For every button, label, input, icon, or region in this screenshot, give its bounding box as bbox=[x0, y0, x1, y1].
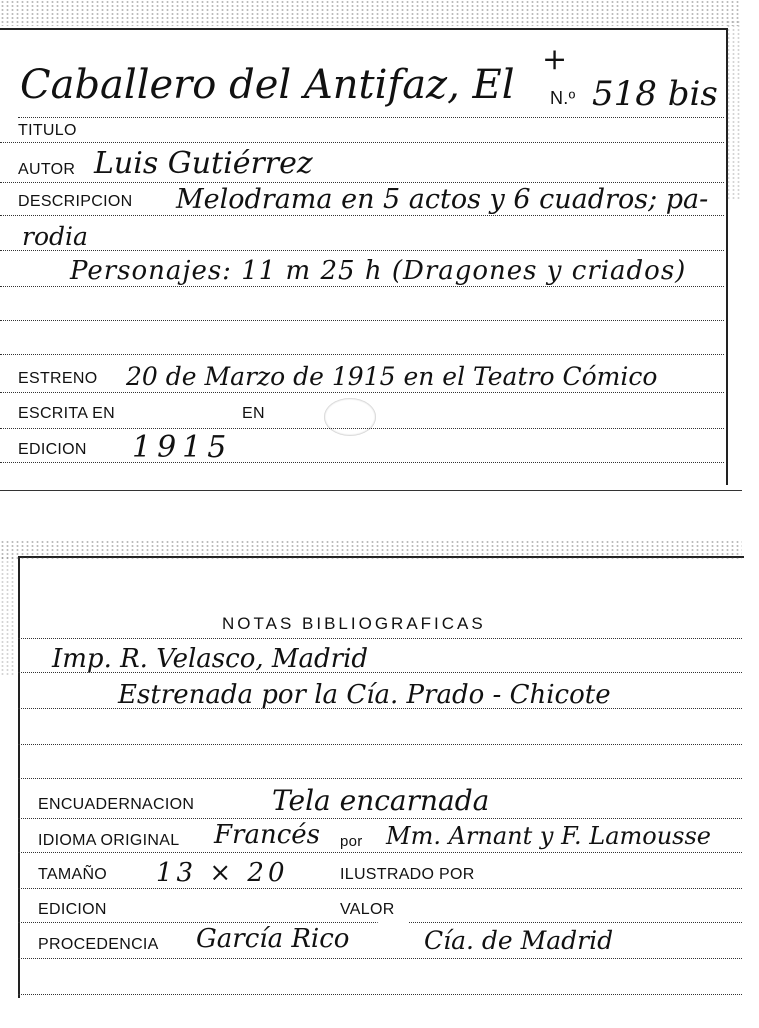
card-edge-speckle bbox=[0, 540, 742, 560]
tamano-label: TAMAÑO bbox=[38, 866, 108, 883]
rule-line bbox=[0, 462, 724, 463]
notes-line2: Estrenada por la Cía. Prado - Chicote bbox=[118, 680, 611, 710]
rule-line bbox=[0, 320, 724, 321]
edicion-value: 1915 bbox=[132, 430, 233, 465]
descripcion-label: DESCRIPCION bbox=[18, 193, 133, 210]
estreno-value: 20 de Marzo de 1915 en el Teatro Cómico bbox=[126, 362, 658, 391]
ink-blot bbox=[370, 914, 416, 980]
procedencia-label: PROCEDENCIA bbox=[38, 936, 159, 953]
procedencia-value-a: García Rico bbox=[196, 924, 350, 954]
rule-line bbox=[0, 428, 724, 429]
rule-line bbox=[18, 744, 742, 745]
rule-line bbox=[0, 392, 724, 393]
tamano-value: 13 × 20 bbox=[156, 858, 289, 888]
rule-line bbox=[18, 778, 742, 779]
personajes-line: Personajes: 11 m 25 h (Dragones y criados) bbox=[70, 256, 687, 286]
notes-line1: Imp. R. Velasco, Madrid bbox=[52, 644, 369, 674]
rule-line bbox=[0, 354, 724, 355]
notes-heading: NOTAS BIBLIOGRAFICAS bbox=[222, 614, 486, 633]
card-edge-speckle bbox=[0, 0, 740, 26]
ilustrado-label: ILUSTRADO POR bbox=[340, 866, 475, 883]
ink-blot bbox=[324, 398, 376, 436]
valor-label: VALOR bbox=[340, 901, 395, 918]
rule-line bbox=[18, 672, 742, 673]
escrita-label: ESCRITA EN bbox=[18, 405, 115, 422]
rule-line bbox=[18, 994, 742, 995]
rule-line bbox=[0, 182, 724, 183]
autor-label: AUTOR bbox=[18, 161, 76, 178]
rule-line bbox=[18, 708, 742, 709]
descripcion-line1: Melodrama en 5 actos y 6 cuadros; pa- bbox=[176, 184, 709, 215]
rule-line bbox=[18, 638, 742, 639]
idioma-value: Francés bbox=[214, 820, 321, 850]
title-value: Caballero del Antifaz, El bbox=[20, 62, 515, 108]
rule-line bbox=[0, 250, 724, 251]
rule-line bbox=[0, 286, 724, 287]
edicion2-label: EDICION bbox=[38, 901, 107, 918]
number-label: N.º bbox=[550, 88, 576, 108]
number-value: 518 bis bbox=[592, 74, 718, 114]
card-edge-speckle bbox=[0, 556, 16, 676]
rule-line bbox=[18, 852, 742, 853]
por-label: por bbox=[340, 833, 363, 850]
encuadernacion-value: Tela encarnada bbox=[272, 784, 490, 817]
por-value: Mm. Arnant y F. Lamousse bbox=[386, 822, 711, 850]
card-edge-speckle bbox=[726, 20, 740, 200]
descripcion-line2: rodia bbox=[22, 222, 88, 251]
card-bottom-edge bbox=[0, 490, 742, 491]
idioma-label: IDIOMA ORIGINAL bbox=[38, 832, 180, 849]
edicion-label: EDICION bbox=[18, 441, 87, 458]
en-label: EN bbox=[242, 405, 265, 422]
rule-line bbox=[18, 888, 742, 889]
rule-line bbox=[18, 958, 742, 959]
rule-line bbox=[0, 215, 724, 216]
procedencia-value-b: Cía. de Madrid bbox=[424, 926, 614, 955]
cross-mark: + bbox=[542, 42, 568, 77]
autor-value: Luis Gutiérrez bbox=[94, 146, 313, 181]
rule-line bbox=[0, 142, 724, 143]
encuadernacion-label: ENCUADERNACION bbox=[38, 796, 195, 813]
rule-line bbox=[18, 818, 742, 819]
estreno-label: ESTRENO bbox=[18, 370, 98, 387]
titulo-label: TITULO bbox=[18, 122, 77, 139]
title-line bbox=[18, 117, 724, 118]
